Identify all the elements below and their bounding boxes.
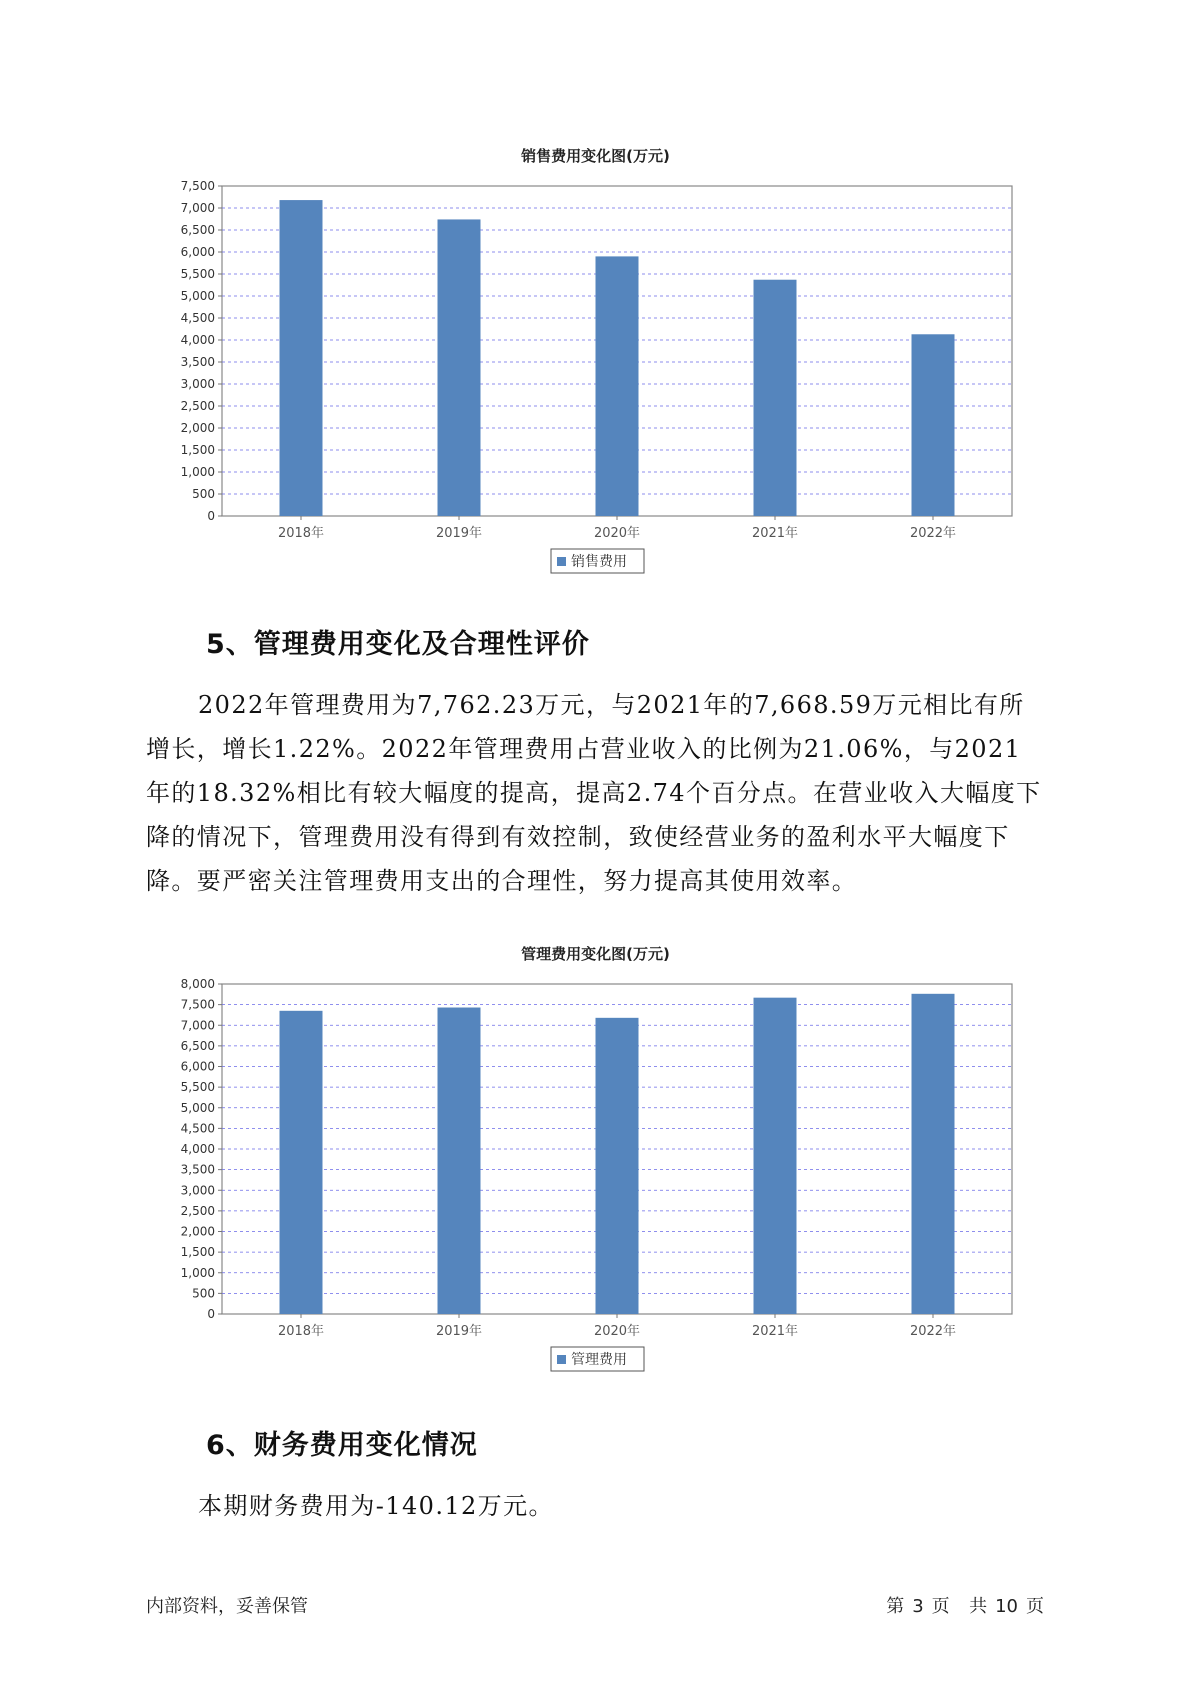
x-tick-label: 2020年 — [593, 1324, 641, 1339]
y-tick-label: 4,000 — [180, 333, 215, 347]
x-tick-label: 2018年 — [277, 526, 325, 541]
y-tick-label: 5,000 — [180, 1100, 215, 1115]
y-tick-label: 3,500 — [180, 1162, 215, 1177]
section6-heading: 6、财务费用变化情况 — [206, 1430, 478, 1461]
y-tick-label: 7,000 — [180, 1018, 215, 1033]
y-tick-label: 7,000 — [180, 201, 215, 215]
footer-page-number: 3 — [912, 1596, 924, 1617]
x-tick-label: 2021年 — [751, 526, 799, 541]
sales-chart-title: 销售费用变化图(万元) — [521, 147, 670, 165]
y-tick-label: 3,500 — [180, 355, 215, 369]
footer-confidential-note: 内部资料，妥善保管 — [146, 1596, 308, 1617]
bar — [280, 200, 323, 516]
section6-paragraph: 本期财务费用为-140.12万元。 — [198, 1492, 554, 1520]
admin-expense-chart — [0, 968, 1191, 1408]
y-tick-label: 6,000 — [180, 1059, 215, 1074]
y-tick-label: 2,000 — [180, 1224, 215, 1239]
x-tick-label: 2020年 — [593, 526, 641, 541]
y-tick-label: 3,000 — [180, 377, 215, 391]
section5-heading: 5、管理费用变化及合理性评价 — [206, 629, 590, 660]
section5-paragraph: 2022年管理费用为7,762.23万元，与2021年的7,668.59万元相比有所增长，增长1.22%。2022年管理费用占营业收入的比例为21.06%，与2021年的18.32%相比有较大幅度的提高，提高2.74个百分点。在营业收入大幅度下降的情况下，管理费用没有得到有效控制，致使经营业务的盈利水平大幅度下降。要严密关注管理费用支出的合理性，努力提高其使用效率。 — [146, 691, 1042, 895]
y-tick-label: 4,500 — [180, 1121, 215, 1136]
bar — [912, 334, 955, 516]
y-tick-label: 5,000 — [180, 289, 215, 303]
x-tick-label: 2022年 — [909, 1324, 957, 1339]
x-tick-label: 2021年 — [751, 1324, 799, 1339]
y-tick-label: 5,500 — [180, 267, 215, 281]
y-tick-label: 2,500 — [180, 1203, 215, 1218]
x-tick-label: 2019年 — [435, 526, 483, 541]
footer-page-indicator — [882, 1592, 1048, 1618]
legend-label: 销售费用 — [571, 554, 627, 570]
y-tick-label: 8,000 — [180, 977, 215, 991]
bar — [596, 1018, 639, 1314]
footer-page-mid: 页 — [931, 1596, 950, 1617]
y-tick-label: 6,500 — [180, 223, 215, 237]
y-tick-label: 2,500 — [180, 399, 215, 413]
y-tick-label: 0 — [207, 1307, 215, 1321]
y-tick-label: 4,500 — [180, 311, 215, 325]
y-tick-label: 3,000 — [180, 1183, 215, 1198]
x-tick-label: 2018年 — [277, 1324, 325, 1339]
bar — [754, 998, 797, 1314]
legend-swatch — [557, 1355, 566, 1364]
bar — [438, 1008, 481, 1314]
y-tick-label: 500 — [192, 1286, 215, 1301]
bar — [912, 994, 955, 1314]
y-tick-label: 500 — [192, 487, 215, 501]
x-tick-label: 2022年 — [909, 526, 957, 541]
bar — [754, 280, 797, 516]
y-tick-label: 2,000 — [180, 421, 215, 435]
y-tick-label: 1,000 — [180, 1265, 215, 1280]
bar — [596, 256, 639, 516]
x-tick-label: 2019年 — [435, 1324, 483, 1339]
y-tick-label: 7,500 — [180, 179, 215, 193]
footer-total-suffix: 页 — [1026, 1596, 1044, 1617]
y-tick-label: 5,500 — [180, 1080, 215, 1095]
legend-label: 管理费用 — [571, 1352, 627, 1368]
legend-swatch — [557, 557, 566, 566]
y-tick-label: 6,500 — [180, 1038, 215, 1053]
y-tick-label: 7,500 — [180, 997, 215, 1012]
footer-total-pages: 10 — [995, 1596, 1018, 1617]
y-tick-label: 1,500 — [180, 443, 215, 457]
y-tick-label: 1,500 — [180, 1245, 215, 1260]
y-tick-label: 4,000 — [180, 1142, 215, 1156]
bar — [438, 219, 481, 516]
sales-expense-chart — [0, 170, 1191, 610]
footer-total-prefix: 共 — [969, 1596, 988, 1617]
y-tick-label: 6,000 — [180, 245, 215, 259]
bar — [280, 1011, 323, 1314]
y-tick-label: 0 — [207, 509, 215, 523]
y-tick-label: 1,000 — [180, 465, 215, 479]
admin-chart-title: 管理费用变化图(万元) — [521, 945, 670, 963]
footer-page-prefix: 第 — [886, 1596, 905, 1617]
